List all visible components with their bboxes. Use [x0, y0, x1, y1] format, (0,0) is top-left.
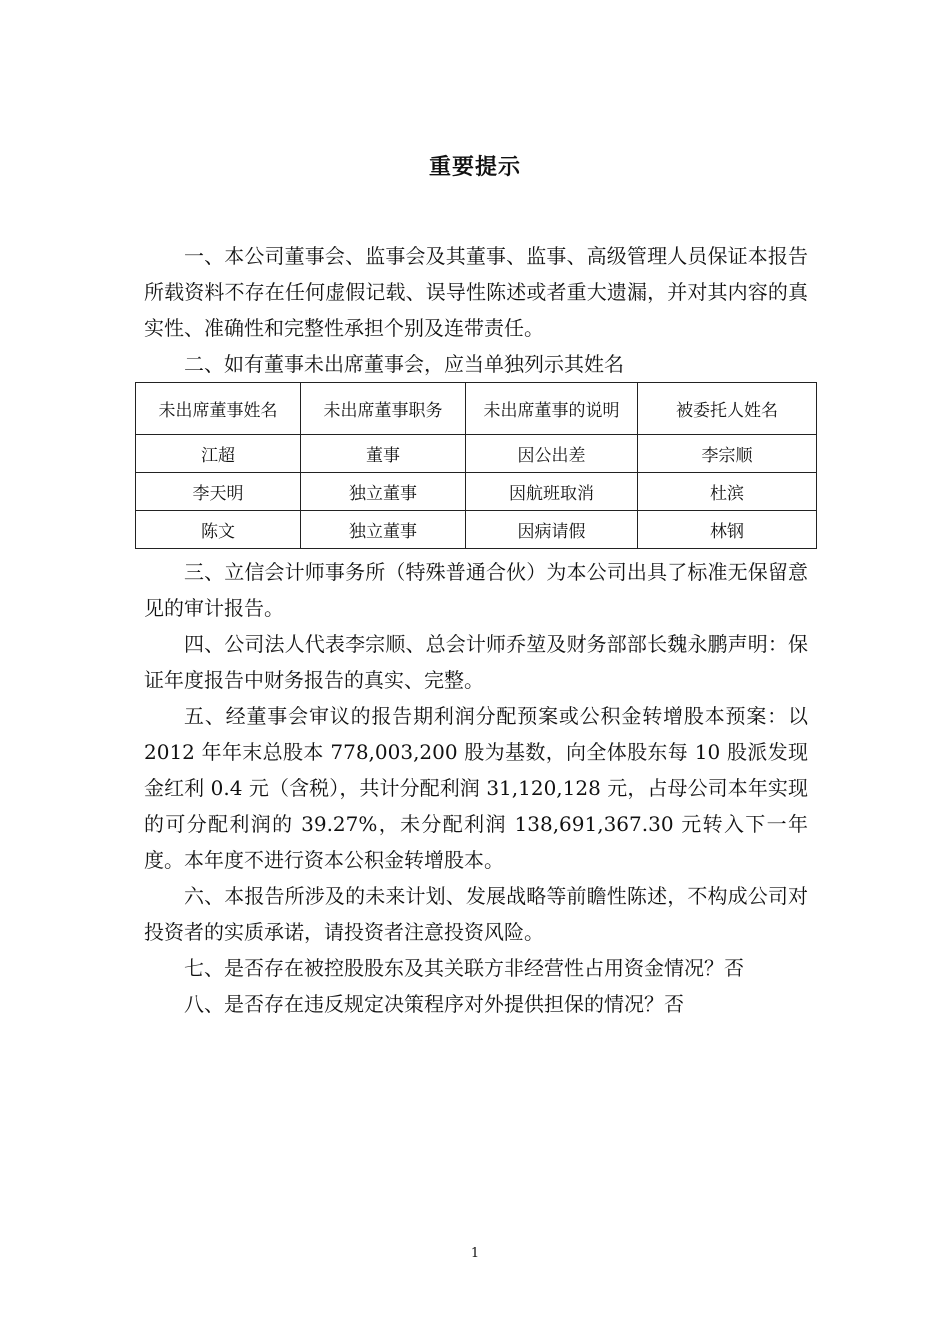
paragraph-2: 二、如有董事未出席董事会，应当单独列示其姓名 [184, 352, 624, 376]
page-title: 重要提示 [428, 154, 521, 180]
paragraph-3: 三、立信会计师事务所（特殊普通合伙）为本公司出具了标准无保留意见的审计报告。 [144, 560, 808, 620]
paragraph-7: 七、是否存在被控股股东及其关联方非经营性占用资金情况？否 [184, 956, 744, 980]
table-cell: 李天明 [136, 473, 301, 511]
paragraph-8: 八、是否存在违反规定决策程序对外提供担保的情况？否 [184, 992, 684, 1016]
table-cell: 江超 [136, 435, 301, 473]
table-row [136, 473, 817, 511]
table-cell: 杜滨 [638, 473, 817, 511]
table-cell: 独立董事 [301, 473, 466, 511]
table-cell: 因航班取消 [466, 473, 638, 511]
table-header-cell: 未出席董事的说明 [466, 383, 638, 435]
paragraph-4: 四、公司法人代表李宗顺、总会计师乔堃及财务部部长魏永鹏声明：保证年度报告中财务报告的真实、完整。 [144, 632, 808, 692]
table-cell: 林钢 [638, 511, 817, 549]
table-header-cell: 未出席董事姓名 [136, 383, 301, 435]
table-row [136, 511, 817, 549]
absent-directors-table [135, 382, 817, 549]
table-cell: 李宗顺 [638, 435, 817, 473]
table-cell: 独立董事 [301, 511, 466, 549]
table-cell: 陈文 [136, 511, 301, 549]
paragraph-1: 一、本公司董事会、监事会及其董事、监事、高级管理人员保证本报告所载资料不存在任何虚假记载、误导性陈述或者重大遗漏，并对其内容的真实性、准确性和完整性承担个别及连带责任。 [144, 244, 808, 340]
table-cell: 因公出差 [466, 435, 638, 473]
page-number: 1 [470, 1246, 480, 1261]
table-header-cell: 被委托人姓名 [638, 383, 817, 435]
table-cell: 董事 [301, 435, 466, 473]
table-header-row [136, 383, 817, 435]
table-row [136, 435, 817, 473]
paragraph-6: 六、本报告所涉及的未来计划、发展战略等前瞻性陈述，不构成公司对投资者的实质承诺，请投资者注意投资风险。 [144, 884, 808, 944]
table-header-cell: 未出席董事职务 [301, 383, 466, 435]
paragraph-5: 五、经董事会审议的报告期利润分配预案或公积金转增股本预案：以 2012 年年末总股本 778,003,200 股为基数，向全体股东每 10 股派发现金红利 0.4 元（含税），共计分配利润 31,120,128 元，占母公司本年实现的可分配利润的 39.27%，未分配利润 138,691,367.30 元转入下一年度。本年度不进行资本公积金转增股本。 [144, 704, 808, 872]
table-cell: 因病请假 [466, 511, 638, 549]
